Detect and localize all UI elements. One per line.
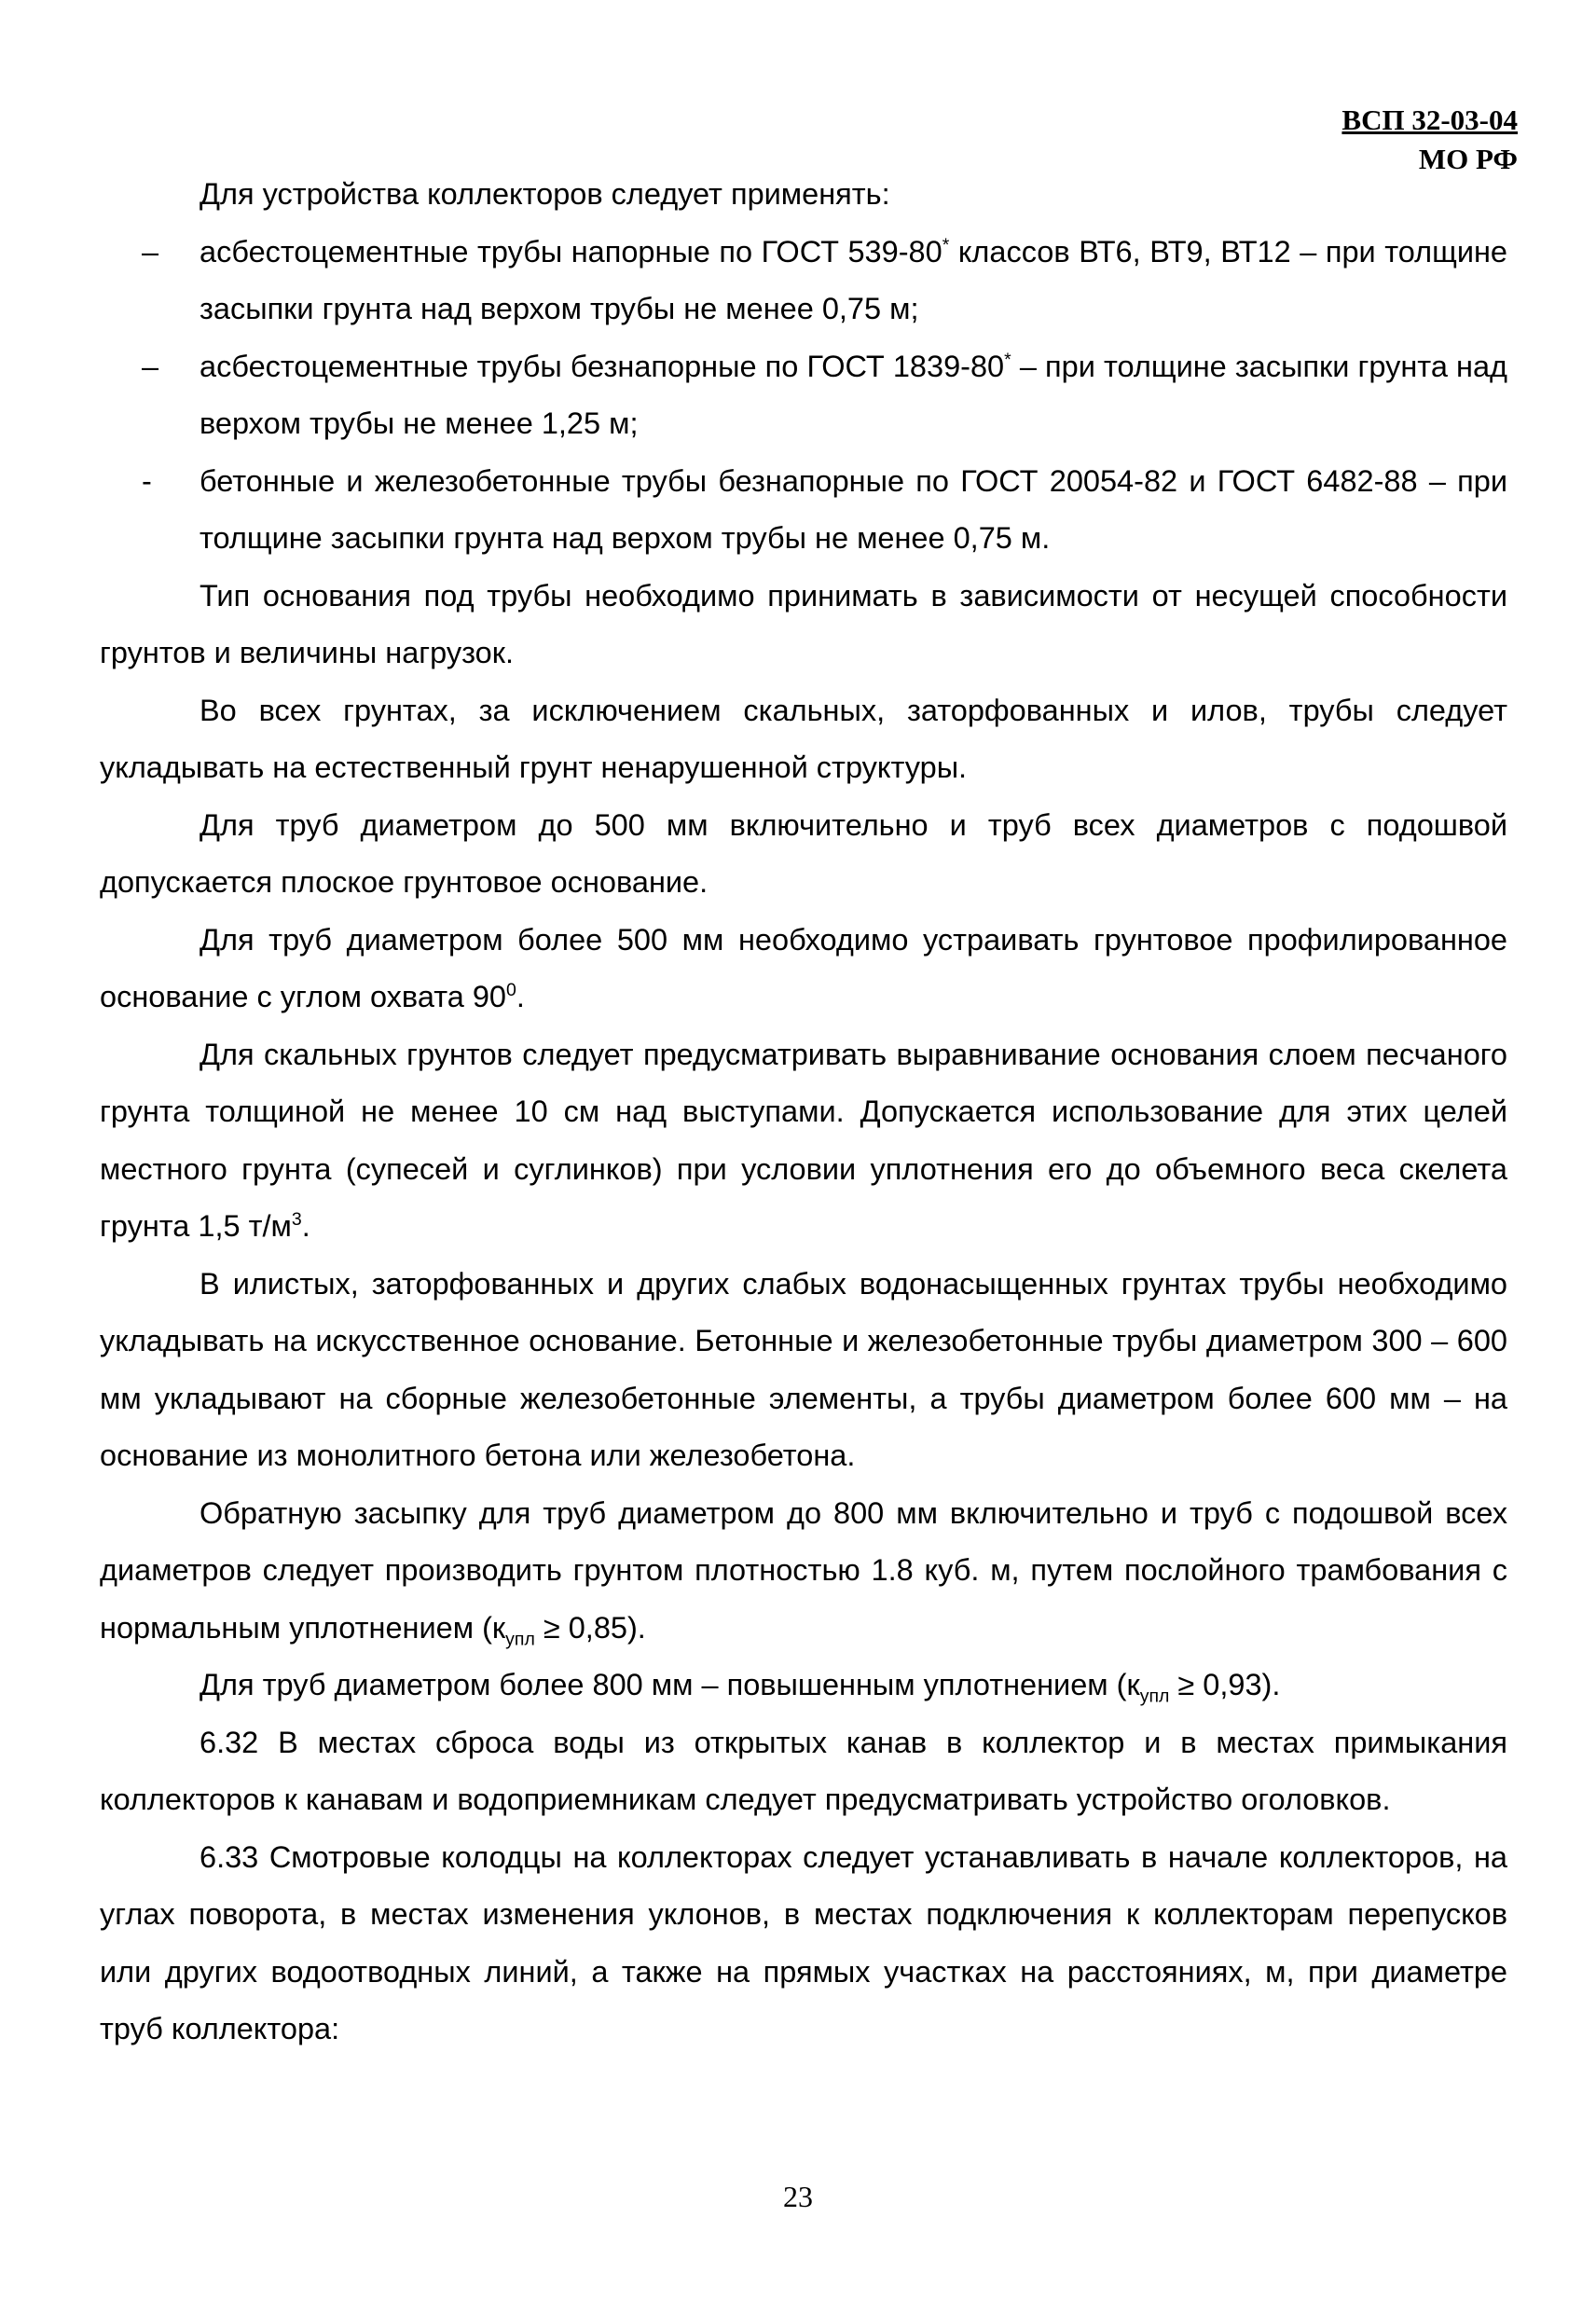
intro-paragraph: Для устройства коллекторов следует применять: [200, 177, 890, 211]
cube-mark: 3 [291, 1209, 302, 1231]
paragraph: Тип основания под трубы необходимо принимать в зависимости от несущей способности грунтов и величины нагрузок. [100, 578, 1507, 669]
list-item [100, 224, 1507, 338]
footnote-mark: * [942, 234, 950, 255]
degree-mark: 0 [505, 980, 516, 1001]
list-dash: – [142, 234, 159, 268]
list-item-text: бетонные и железобетонные трубы безнапорные по ГОСТ 20054-82 и ГОСТ 6482-88 – при толщине засыпки грунта над верхом трубы не менее 0,75 м. [200, 463, 1507, 555]
list-item-text-cont: классов ВТ6, ВТ9, ВТ12 – при толщине засыпки грунта над верхом трубы не менее 0,75 м; [200, 234, 1508, 325]
paragraph: Для труб диаметром до 500 мм включительно и труб всех диаметров с подошвой допускается плоское грунтовое основание. [100, 807, 1507, 899]
paragraph: В илистых, заторфованных и других слабых водонасыщенных грунтах трубы необходимо укладывать на искусственное основание. Бетонные и железобетонные трубы диаметром 300 – 600 мм укладывают на сборные железобетонные элементы, а трубы диаметром более 600 мм – на основание из монолитного бетона или железобетона. [100, 1266, 1507, 1472]
paragraph [100, 1657, 1507, 1714]
paragraph [100, 912, 1507, 1026]
paragraph-text: Для труб диаметром более 800 мм – повышенным уплотнением (к [200, 1668, 1140, 1701]
page-number: 23 [783, 2180, 813, 2213]
list-item [100, 338, 1507, 453]
paragraph-text: Обратную засыпку для труб диаметром до 800 мм включительно и труб с подошвой всех диаметров следует производить грунтом плотностью 1.8 куб. м, путем послойного трамбования с нормальным уплотнением (к [100, 1495, 1507, 1645]
paragraph-text: Для скальных грунтов следует предусматривать выравнивание основания слоем песчаного грунта толщиной не менее 10 см над выступами. Допускается использование для этих целей местного грунта (супесей и суглинков) при условии уплотнения его до объемного веса скелета грунта 1,5 т/м [100, 1037, 1507, 1243]
paragraph-text-cont: ≥ 0,93). [1169, 1668, 1281, 1701]
paragraph [100, 1485, 1507, 1658]
subscript: упл [505, 1629, 535, 1649]
clause-6-33: 6.33 Смотровые колодцы на коллекторах следует устанавливать в начале коллекторов, на углах поворота, в местах изменения уклонов, в местах подключения к коллекторам перепусков или других водоотводных линий, а также на прямых участках на расстояниях, м, при диаметре труб коллектора: [100, 1839, 1507, 2045]
clause-6-32: 6.32 В местах сброса воды из открытых канав в коллектор и в местах примыкания коллекторов к канавам и водоприемникам следует предусматривать устройство оголовков. [100, 1725, 1507, 1816]
document-code: ВСП 32-03-04 [1341, 103, 1518, 136]
list-dash: - [142, 463, 152, 498]
paragraph-text-cont: . [301, 1209, 310, 1243]
paragraph-text-cont: ≥ 0,85). [534, 1610, 646, 1645]
list-dash: – [142, 349, 159, 383]
paragraph-text: Для труб диаметром более 500 мм необходимо устраивать грунтовое профилированное основание с углом охвата 90 [100, 922, 1507, 1013]
paragraph: Во всех грунтах, за исключением скальных, заторфованных и илов, трубы следует укладывать на естественный грунт ненарушенной структуры. [100, 693, 1507, 784]
footnote-mark: * [1004, 349, 1011, 370]
paragraph-text-cont: . [516, 980, 525, 1013]
subscript: упл [1139, 1686, 1170, 1707]
paragraph [100, 1026, 1507, 1256]
document-org: МО РФ [1418, 143, 1518, 175]
document-body [100, 166, 1507, 2058]
list-item [100, 453, 1507, 568]
list-item-text-cont: – при толщине засыпки грунта над верхом трубы не менее 1,25 м; [200, 349, 1507, 440]
list-item-text: асбестоцементные трубы напорные по ГОСТ 539-80 [200, 234, 942, 268]
list-item-text: асбестоцементные трубы безнапорные по ГОСТ 1839-80 [200, 349, 1005, 383]
